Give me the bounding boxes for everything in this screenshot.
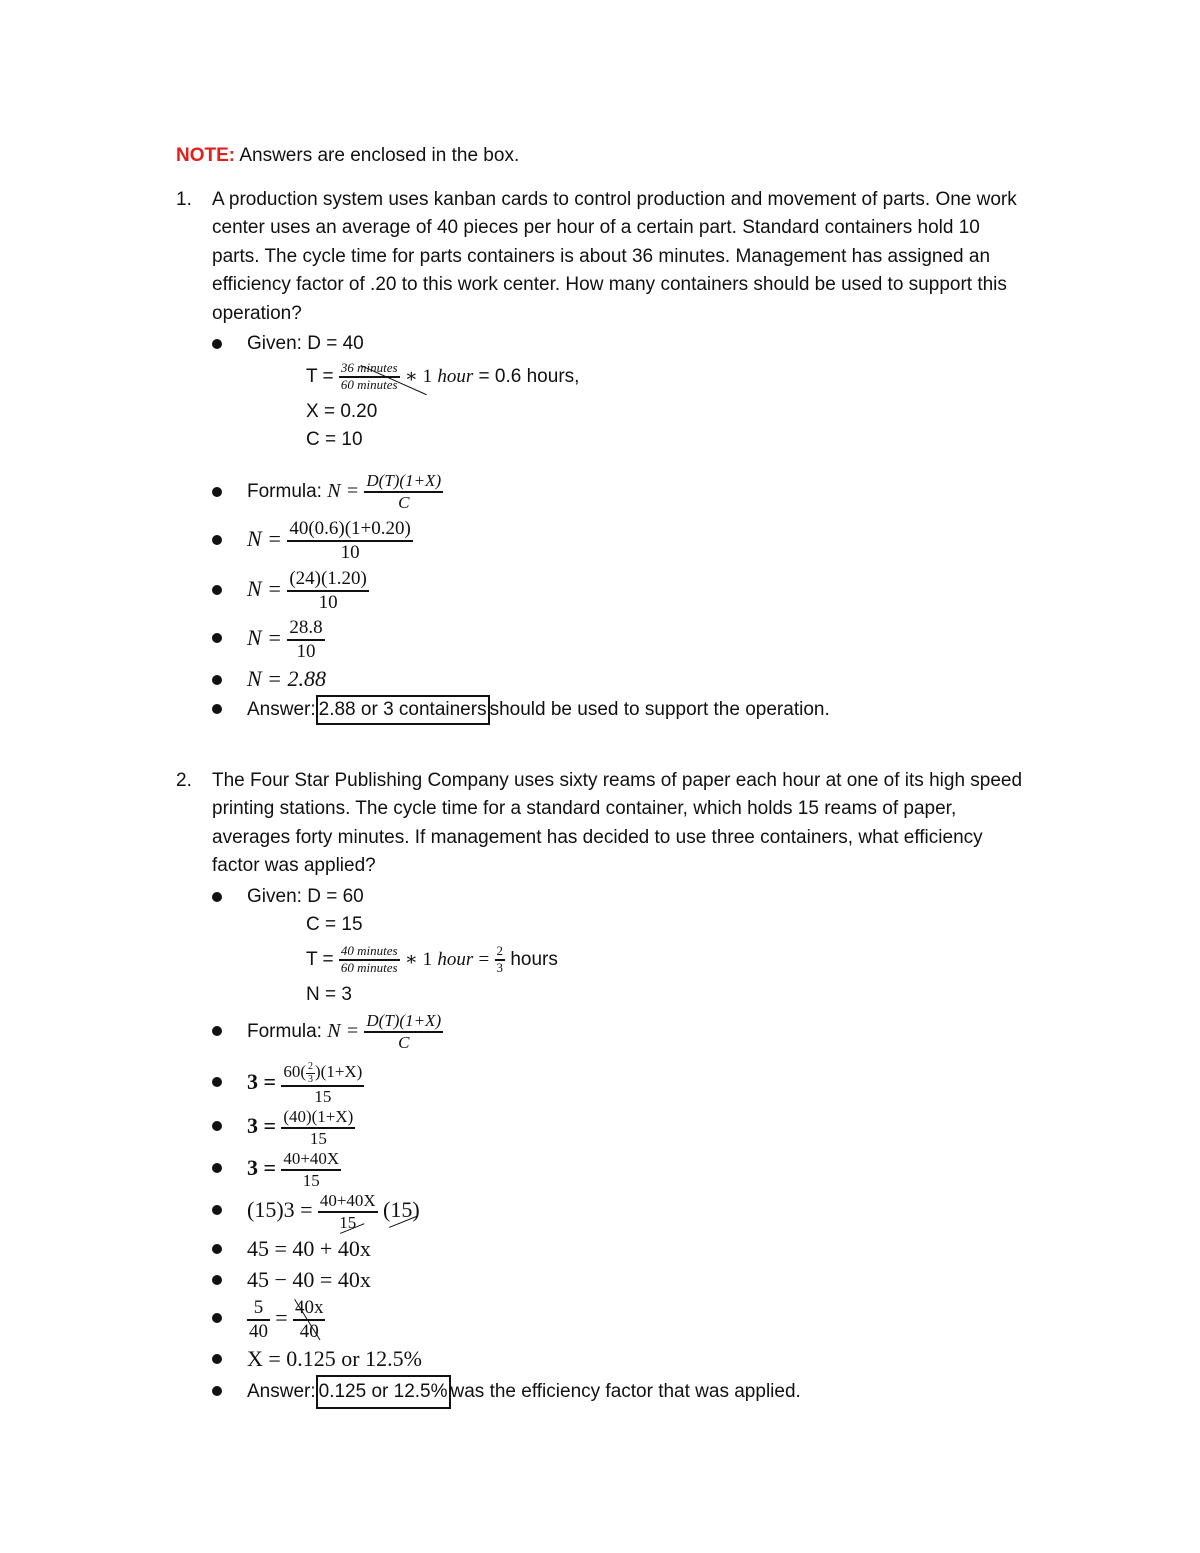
bullet-icon (212, 339, 222, 349)
q1-formula-lhs: N = (327, 480, 360, 502)
q1-given: Given: D = 40 (247, 333, 364, 354)
q1-t-hour: hour (437, 366, 474, 387)
q1-t-mult: ∗ 1 (404, 366, 433, 387)
q2-step1-fraction (281, 1061, 364, 1107)
q2-text (212, 767, 1092, 881)
q1-formula-den: C (398, 492, 410, 512)
q1-number: 1. (176, 189, 192, 210)
q2-t-unit: hours (510, 949, 558, 970)
q2-t-prefix: T = (306, 949, 334, 970)
q2-step7-left-num: 5 (247, 1297, 270, 1321)
bullet-icon (212, 1163, 222, 1173)
bullet-icon (212, 1026, 222, 1036)
q2-step3-fraction (281, 1149, 341, 1190)
q1-t-result: = 0.6 hours, (478, 366, 580, 387)
q2-line: averages forty minutes. If management has decided to use three containers, what efficiency (212, 826, 983, 848)
bullet-icon (212, 1121, 222, 1131)
q2-step7 (247, 1293, 325, 1345)
q1-step2-den: 10 (318, 591, 338, 613)
q2-formula-lhs: N = (327, 1020, 360, 1042)
q2-t-fraction (339, 944, 400, 976)
q2-answer-rest: was the efficiency factor that was applied. (450, 1381, 801, 1402)
q2-step4-rhs-text: (15) (383, 1197, 420, 1222)
q1-step2-lhs: N = (247, 576, 283, 601)
q2-step6: 45 − 40 = 40x (247, 1267, 371, 1292)
q1-t-prefix: T = (306, 366, 334, 387)
q2-step8: X = 0.125 or 12.5% (247, 1346, 422, 1371)
q1-formula-num: D(T)(1+X) (364, 471, 443, 493)
q1-step3-fraction (287, 617, 324, 663)
q2-t-line (306, 941, 558, 979)
q2-formula-num: D(T)(1+X) (364, 1011, 443, 1033)
bullet-icon (212, 1077, 222, 1087)
q2-step1-inner-den: 3 (308, 1073, 313, 1085)
bullet-icon (212, 1275, 222, 1285)
q2-line: printing stations. The cycle time for a standard container, which holds 15 reams of paper, (212, 798, 957, 820)
q2-t-frac-den: 3 (496, 959, 504, 975)
bullet-icon (212, 1354, 222, 1364)
q2-n-line: N = 3 (306, 984, 352, 1005)
bullet-icon (212, 1205, 222, 1215)
q2-step3-den: 15 (302, 1170, 320, 1190)
q2-formula-fraction (364, 1011, 443, 1052)
bullet-icon (212, 1386, 222, 1396)
bullet-icon (212, 1313, 222, 1323)
q2-step7-right-fraction (293, 1297, 326, 1343)
q2-t-num: 40 minutes (339, 944, 400, 961)
q1-c-line: C = 10 (306, 429, 363, 450)
bullet-icon (212, 535, 222, 545)
q2-step7-right-num: 40x (293, 1297, 326, 1321)
q1-formula-label: Formula: (247, 481, 322, 502)
q1-line: A production system uses kanban cards to control production and movement of parts. One work (212, 189, 1017, 210)
q2-step4 (247, 1186, 420, 1236)
q1-step2-num: (24)(1.20) (287, 568, 369, 592)
q2-step5: 45 = 40 + 40x (247, 1236, 371, 1261)
q1-step1-num: 40(0.6)(1+0.20) (287, 518, 413, 542)
bullet-icon (212, 585, 222, 595)
q2-step3-num: 40+40X (281, 1149, 341, 1171)
q2-formula-label: Formula: (247, 1021, 322, 1042)
q1-t-den: 60 minutes (340, 376, 398, 392)
q2-step7-left-den: 40 (249, 1320, 268, 1342)
q2-answer (247, 1375, 801, 1409)
q1-t-num: 36 minutes (339, 361, 400, 378)
q1-step2-fraction (287, 568, 369, 614)
q2-step1-num (281, 1061, 364, 1087)
q2-t-frac-num: 2 (495, 944, 506, 961)
q2-step2-lhs: 3 = (247, 1113, 277, 1138)
q1-line: center uses an average of 40 pieces per hour of a certain part. Standard containers hold 10 (212, 217, 980, 239)
bullet-icon (212, 892, 222, 902)
q1-t-line (306, 358, 579, 396)
q2-step1-num-a: 60( (283, 1062, 306, 1082)
q1-step3 (247, 611, 325, 667)
q2-step4-den: 15 (339, 1212, 357, 1232)
bullet-icon (212, 1244, 222, 1254)
q2-t-den: 60 minutes (340, 959, 398, 975)
bullet-icon (212, 675, 222, 685)
q2-c-line: C = 15 (306, 914, 363, 935)
q1-step1 (247, 512, 413, 568)
q2-given: Given: D = 60 (247, 886, 364, 907)
q1-step4: N = 2.88 (247, 666, 327, 691)
q2-step7-left-fraction (247, 1297, 270, 1343)
q2-answer-label: Answer: (247, 1381, 316, 1402)
note-line (176, 144, 519, 168)
q1-x-line: X = 0.20 (306, 401, 378, 422)
q2-step1-inner-fraction (306, 1061, 315, 1085)
q2-step7-eq: = (275, 1305, 288, 1330)
q2-line: factor was applied? (212, 855, 376, 877)
q1-line: parts. The cycle time for parts containers is about 36 minutes. Management has assigned an (212, 245, 991, 267)
q2-number: 2. (176, 770, 192, 791)
q2-formula-den: C (398, 1032, 410, 1052)
q2-answer-box: 0.125 or 12.5% (316, 1375, 451, 1409)
bullet-icon (212, 633, 222, 643)
bullet-icon (212, 704, 222, 714)
q1-answer (247, 695, 830, 725)
q2-step4-lhs: (15)3 = (247, 1197, 313, 1222)
q1-text (212, 186, 1092, 328)
q2-t-mult: ∗ 1 (404, 949, 433, 970)
q2-step3-lhs: 3 = (247, 1155, 277, 1180)
q2-t-hour: hour (437, 949, 474, 970)
q2-step4-rhs (383, 1197, 420, 1222)
q2-step7-right-den: 40 (299, 1320, 319, 1342)
q2-step2-num: (40)(1+X) (281, 1107, 355, 1129)
q1-formula (247, 468, 443, 515)
q2-step1-lhs: 3 = (247, 1069, 277, 1094)
q2-step4-fraction (318, 1191, 378, 1232)
q2-step1-inner-num: 2 (308, 1061, 313, 1073)
q1-step2 (247, 562, 369, 618)
q1-step1-fraction (287, 518, 413, 564)
q2-t-eq: = (478, 949, 490, 970)
note-label: NOTE: (176, 145, 236, 166)
q2-step1-den: 15 (314, 1087, 332, 1107)
note-text: Answers are enclosed in the box. (239, 145, 520, 166)
q1-t-fraction (339, 361, 400, 393)
q2-line: The Four Star Publishing Company uses sixty reams of paper each hour at one of its high speed (212, 770, 1023, 791)
q1-step3-den: 10 (296, 640, 316, 662)
q1-step3-lhs: N = (247, 625, 283, 650)
q2-step4-num: 40+40X (318, 1191, 378, 1213)
q1-step1-lhs: N = (247, 526, 283, 551)
bullet-icon (212, 487, 222, 497)
q1-step1-den: 10 (340, 541, 360, 563)
q2-t-hours-fraction (495, 944, 506, 976)
q2-step2-den: 15 (309, 1128, 327, 1148)
q1-step3-num: 28.8 (287, 617, 324, 641)
q2-formula (247, 1008, 443, 1055)
q2-step1-num-b: )(1+X) (315, 1062, 363, 1082)
q1-answer-label: Answer: (247, 699, 316, 720)
q1-answer-rest: should be used to support the operation. (489, 699, 830, 720)
q1-line: operation? (212, 302, 302, 324)
q2-step2-fraction (281, 1107, 355, 1148)
q1-formula-fraction (364, 471, 443, 512)
q1-line: efficiency factor of .20 to this work center. How many containers should be used to support this (212, 274, 1007, 296)
q1-answer-box: 2.88 or 3 containers (316, 695, 490, 725)
